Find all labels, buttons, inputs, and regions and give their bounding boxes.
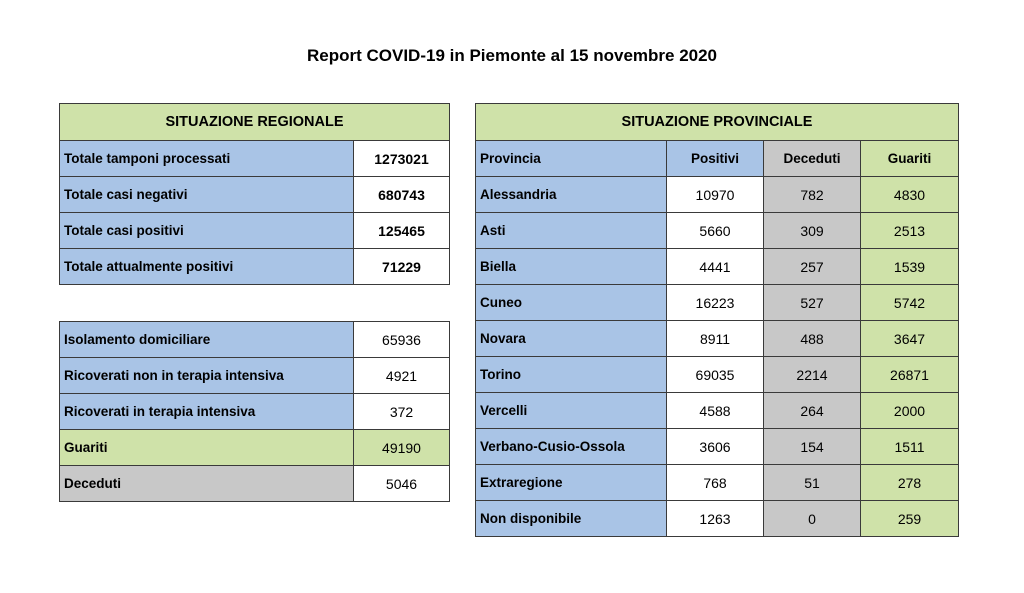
province-deceduti: 257 [764, 249, 861, 285]
provincial-column-headers [476, 141, 959, 177]
province-name: Asti [476, 213, 667, 249]
province-name: Torino [476, 357, 667, 393]
detail-row-label: Isolamento domiciliare [60, 322, 354, 358]
table-row [60, 213, 450, 249]
table-row [476, 429, 959, 465]
detail-row-value: 49190 [354, 430, 450, 466]
regional-row-value: 1273021 [354, 141, 450, 177]
column-header-provincia: Provincia [476, 141, 667, 177]
column-header-deceduti: Deceduti [764, 141, 861, 177]
regional-row-label: Totale casi positivi [60, 213, 354, 249]
province-positivi: 4441 [667, 249, 764, 285]
detail-row-label: Deceduti [60, 466, 354, 502]
province-deceduti: 51 [764, 465, 861, 501]
provincial-table [475, 103, 959, 537]
regional-header-row [60, 104, 450, 141]
table-row [60, 430, 450, 466]
table-row [476, 249, 959, 285]
report-title: Report COVID-19 in Piemonte al 15 novembre 2020 [306, 46, 718, 65]
detail-row-value: 372 [354, 394, 450, 430]
province-guariti: 1539 [861, 249, 959, 285]
table-row [476, 285, 959, 321]
province-deceduti: 782 [764, 177, 861, 213]
detail-row-value: 65936 [354, 322, 450, 358]
province-guariti: 4830 [861, 177, 959, 213]
province-name: Vercelli [476, 393, 667, 429]
province-guariti: 26871 [861, 357, 959, 393]
province-positivi: 69035 [667, 357, 764, 393]
column-header-guariti: Guariti [861, 141, 959, 177]
table-row [476, 357, 959, 393]
table-row [476, 501, 959, 537]
province-name: Biella [476, 249, 667, 285]
province-deceduti: 527 [764, 285, 861, 321]
regional-row-value: 71229 [354, 249, 450, 285]
regional-row-label: Totale attualmente positivi [60, 249, 354, 285]
province-positivi: 16223 [667, 285, 764, 321]
table-row [476, 177, 959, 213]
province-deceduti: 154 [764, 429, 861, 465]
province-positivi: 1263 [667, 501, 764, 537]
provincial-header-row [476, 104, 959, 141]
province-name: Non disponibile [476, 501, 667, 537]
regional-row-value: 680743 [354, 177, 450, 213]
province-guariti: 2513 [861, 213, 959, 249]
province-name: Cuneo [476, 285, 667, 321]
table-row [60, 177, 450, 213]
province-positivi: 5660 [667, 213, 764, 249]
province-guariti: 259 [861, 501, 959, 537]
province-positivi: 4588 [667, 393, 764, 429]
detail-row-value: 4921 [354, 358, 450, 394]
province-deceduti: 309 [764, 213, 861, 249]
province-positivi: 768 [667, 465, 764, 501]
provincial-header: SITUAZIONE PROVINCIALE [476, 104, 959, 141]
column-header-positivi: Positivi [667, 141, 764, 177]
regional-header: SITUAZIONE REGIONALE [60, 104, 450, 141]
table-row [60, 249, 450, 285]
province-name: Novara [476, 321, 667, 357]
regional-summary-table [59, 103, 450, 285]
table-row [60, 394, 450, 430]
province-positivi: 8911 [667, 321, 764, 357]
regional-row-label: Totale tamponi processati [60, 141, 354, 177]
table-row [476, 465, 959, 501]
detail-row-value: 5046 [354, 466, 450, 502]
province-deceduti: 264 [764, 393, 861, 429]
province-name: Alessandria [476, 177, 667, 213]
table-row [60, 141, 450, 177]
province-guariti: 278 [861, 465, 959, 501]
regional-detail-table [59, 321, 450, 502]
detail-row-label: Guariti [60, 430, 354, 466]
province-positivi: 3606 [667, 429, 764, 465]
table-row [60, 358, 450, 394]
table-row [476, 321, 959, 357]
detail-row-label: Ricoverati non in terapia intensiva [60, 358, 354, 394]
province-deceduti: 488 [764, 321, 861, 357]
table-row [476, 213, 959, 249]
province-name: Verbano-Cusio-Ossola [476, 429, 667, 465]
regional-row-value: 125465 [354, 213, 450, 249]
table-row [60, 322, 450, 358]
table-row [60, 466, 450, 502]
table-row [476, 393, 959, 429]
province-guariti: 1511 [861, 429, 959, 465]
regional-row-label: Totale casi negativi [60, 177, 354, 213]
province-guariti: 2000 [861, 393, 959, 429]
province-name: Extraregione [476, 465, 667, 501]
province-guariti: 3647 [861, 321, 959, 357]
province-positivi: 10970 [667, 177, 764, 213]
province-deceduti: 0 [764, 501, 861, 537]
province-deceduti: 2214 [764, 357, 861, 393]
detail-row-label: Ricoverati in terapia intensiva [60, 394, 354, 430]
province-guariti: 5742 [861, 285, 959, 321]
